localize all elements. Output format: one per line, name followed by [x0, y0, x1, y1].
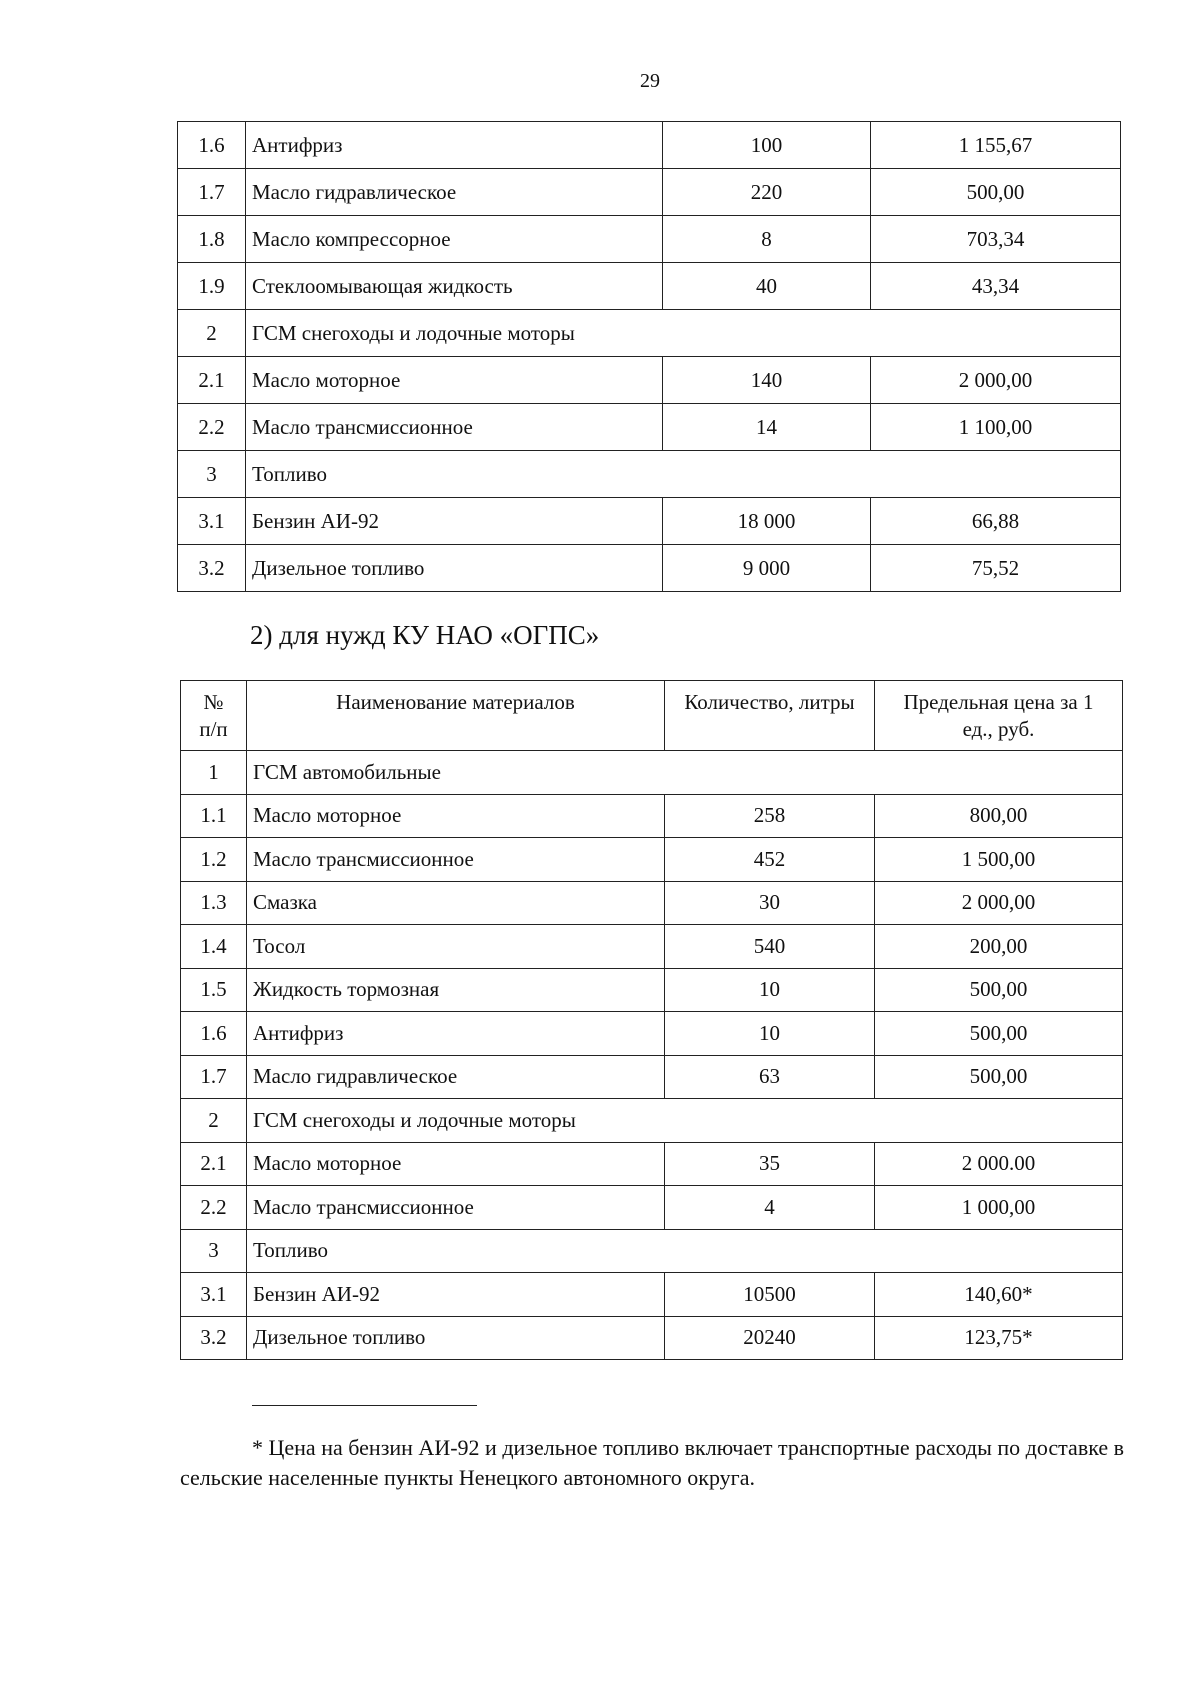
quantity: 40 — [663, 263, 871, 310]
quantity: 140 — [663, 357, 871, 404]
table-row — [178, 357, 1121, 404]
unit-price: 500,00 — [875, 1012, 1123, 1056]
materials-table-continued — [177, 121, 1121, 592]
unit-price: 500,00 — [875, 968, 1123, 1012]
table-row — [181, 1099, 1123, 1143]
unit-price: 1 100,00 — [871, 404, 1121, 451]
footnote: * Цена на бензин АИ-92 и дизельное топливо включает транспортные расходы по доставке в сельские населенные пункты Ненецкого автономного округа. — [180, 1435, 1124, 1490]
unit-price: 2 000,00 — [875, 881, 1123, 925]
materials-table-ogps — [180, 680, 1123, 1360]
quantity: 452 — [665, 838, 875, 882]
material-name: Дизельное топливо — [246, 545, 663, 592]
material-name: Масло гидравлическое — [246, 169, 663, 216]
quantity: 10 — [665, 968, 875, 1012]
quantity: 4 — [665, 1186, 875, 1230]
material-name: Масло гидравлическое — [247, 1055, 665, 1099]
unit-price: 66,88 — [871, 498, 1121, 545]
quantity: 18 000 — [663, 498, 871, 545]
table-row — [181, 1142, 1123, 1186]
section-2-title: 2) для нужд КУ НАО «ОГПС» — [250, 620, 600, 650]
row-number: 2.1 — [181, 1142, 247, 1186]
section-heading: Топливо — [247, 1229, 1123, 1273]
row-number: 1 — [181, 751, 247, 795]
table-row — [178, 122, 1121, 169]
table-row — [181, 1012, 1123, 1056]
page-number: 29 — [640, 70, 660, 92]
row-number: 2.1 — [178, 357, 246, 404]
material-name: Антифриз — [247, 1012, 665, 1056]
quantity: 30 — [665, 881, 875, 925]
material-name: Бензин АИ-92 — [246, 498, 663, 545]
table-row — [181, 1229, 1123, 1273]
table-row — [178, 545, 1121, 592]
quantity: 9 000 — [663, 545, 871, 592]
section-heading: ГСМ снегоходы и лодочные моторы — [246, 310, 1121, 357]
unit-price: 1 155,67 — [871, 122, 1121, 169]
row-number: 1.7 — [178, 169, 246, 216]
quantity: 35 — [665, 1142, 875, 1186]
table-row — [178, 404, 1121, 451]
quantity: 14 — [663, 404, 871, 451]
unit-price: 500,00 — [875, 1055, 1123, 1099]
header-name: Наименование материалов — [247, 681, 665, 751]
row-number: 1.5 — [181, 968, 247, 1012]
section-heading: ГСМ автомобильные — [247, 751, 1123, 795]
row-number: 2 — [178, 310, 246, 357]
unit-price: 800,00 — [875, 794, 1123, 838]
unit-price: 1 500,00 — [875, 838, 1123, 882]
material-name: Жидкость тормозная — [247, 968, 665, 1012]
quantity: 10500 — [665, 1273, 875, 1317]
row-number: 1.4 — [181, 925, 247, 969]
unit-price: 703,34 — [871, 216, 1121, 263]
quantity: 258 — [665, 794, 875, 838]
quantity: 10 — [665, 1012, 875, 1056]
row-number: 1.9 — [178, 263, 246, 310]
material-name: Тосол — [247, 925, 665, 969]
quantity: 63 — [665, 1055, 875, 1099]
material-name: Масло трансмиссионное — [247, 1186, 665, 1230]
quantity: 8 — [663, 216, 871, 263]
table-row — [178, 498, 1121, 545]
material-name: Бензин АИ-92 — [247, 1273, 665, 1317]
material-name: Смазка — [247, 881, 665, 925]
row-number: 3.2 — [178, 545, 246, 592]
header-qty: Количество, литры — [665, 681, 875, 751]
table-row — [178, 310, 1121, 357]
unit-price: 140,60* — [875, 1273, 1123, 1317]
row-number: 2.2 — [178, 404, 246, 451]
material-name: Стеклоомывающая жидкость — [246, 263, 663, 310]
section-heading: Топливо — [246, 451, 1121, 498]
unit-price: 2 000,00 — [871, 357, 1121, 404]
row-number: 3 — [181, 1229, 247, 1273]
header-price: Предельная цена за 1 ед., руб. — [875, 681, 1123, 751]
unit-price: 1 000,00 — [875, 1186, 1123, 1230]
unit-price: 43,34 — [871, 263, 1121, 310]
unit-price: 2 000.00 — [875, 1142, 1123, 1186]
table-row — [181, 1273, 1123, 1317]
quantity: 220 — [663, 169, 871, 216]
table-row — [181, 1316, 1123, 1360]
table-row — [181, 794, 1123, 838]
table-header-row — [181, 681, 1123, 751]
row-number: 2 — [181, 1099, 247, 1143]
row-number: 3.1 — [181, 1273, 247, 1317]
material-name: Масло моторное — [246, 357, 663, 404]
material-name: Масло трансмиссионное — [247, 838, 665, 882]
quantity: 20240 — [665, 1316, 875, 1360]
table-row — [178, 263, 1121, 310]
table-row — [181, 881, 1123, 925]
table-row — [178, 169, 1121, 216]
table-row — [181, 925, 1123, 969]
section-heading: ГСМ снегоходы и лодочные моторы — [247, 1099, 1123, 1143]
table-row — [181, 1055, 1123, 1099]
row-number: 1.2 — [181, 838, 247, 882]
row-number: 1.6 — [178, 122, 246, 169]
row-number: 1.7 — [181, 1055, 247, 1099]
row-number: 3.2 — [181, 1316, 247, 1360]
unit-price: 75,52 — [871, 545, 1121, 592]
table-row — [181, 838, 1123, 882]
row-number: 3 — [178, 451, 246, 498]
footnote-divider — [252, 1405, 477, 1406]
unit-price: 200,00 — [875, 925, 1123, 969]
row-number: 3.1 — [178, 498, 246, 545]
row-number: 1.1 — [181, 794, 247, 838]
material-name: Масло моторное — [247, 1142, 665, 1186]
table-row — [181, 1186, 1123, 1230]
material-name: Дизельное топливо — [247, 1316, 665, 1360]
material-name: Масло компрессорное — [246, 216, 663, 263]
row-number: 2.2 — [181, 1186, 247, 1230]
table-row — [178, 216, 1121, 263]
material-name: Масло трансмиссионное — [246, 404, 663, 451]
table-row — [181, 968, 1123, 1012]
table-row — [181, 751, 1123, 795]
material-name: Антифриз — [246, 122, 663, 169]
row-number: 1.3 — [181, 881, 247, 925]
unit-price: 123,75* — [875, 1316, 1123, 1360]
table1-body — [178, 122, 1121, 592]
unit-price: 500,00 — [871, 169, 1121, 216]
quantity: 540 — [665, 925, 875, 969]
table2-body — [181, 681, 1123, 1360]
material-name: Масло моторное — [247, 794, 665, 838]
row-number: 1.6 — [181, 1012, 247, 1056]
header-num: № п/п — [181, 681, 247, 751]
table-row — [178, 451, 1121, 498]
row-number: 1.8 — [178, 216, 246, 263]
quantity: 100 — [663, 122, 871, 169]
